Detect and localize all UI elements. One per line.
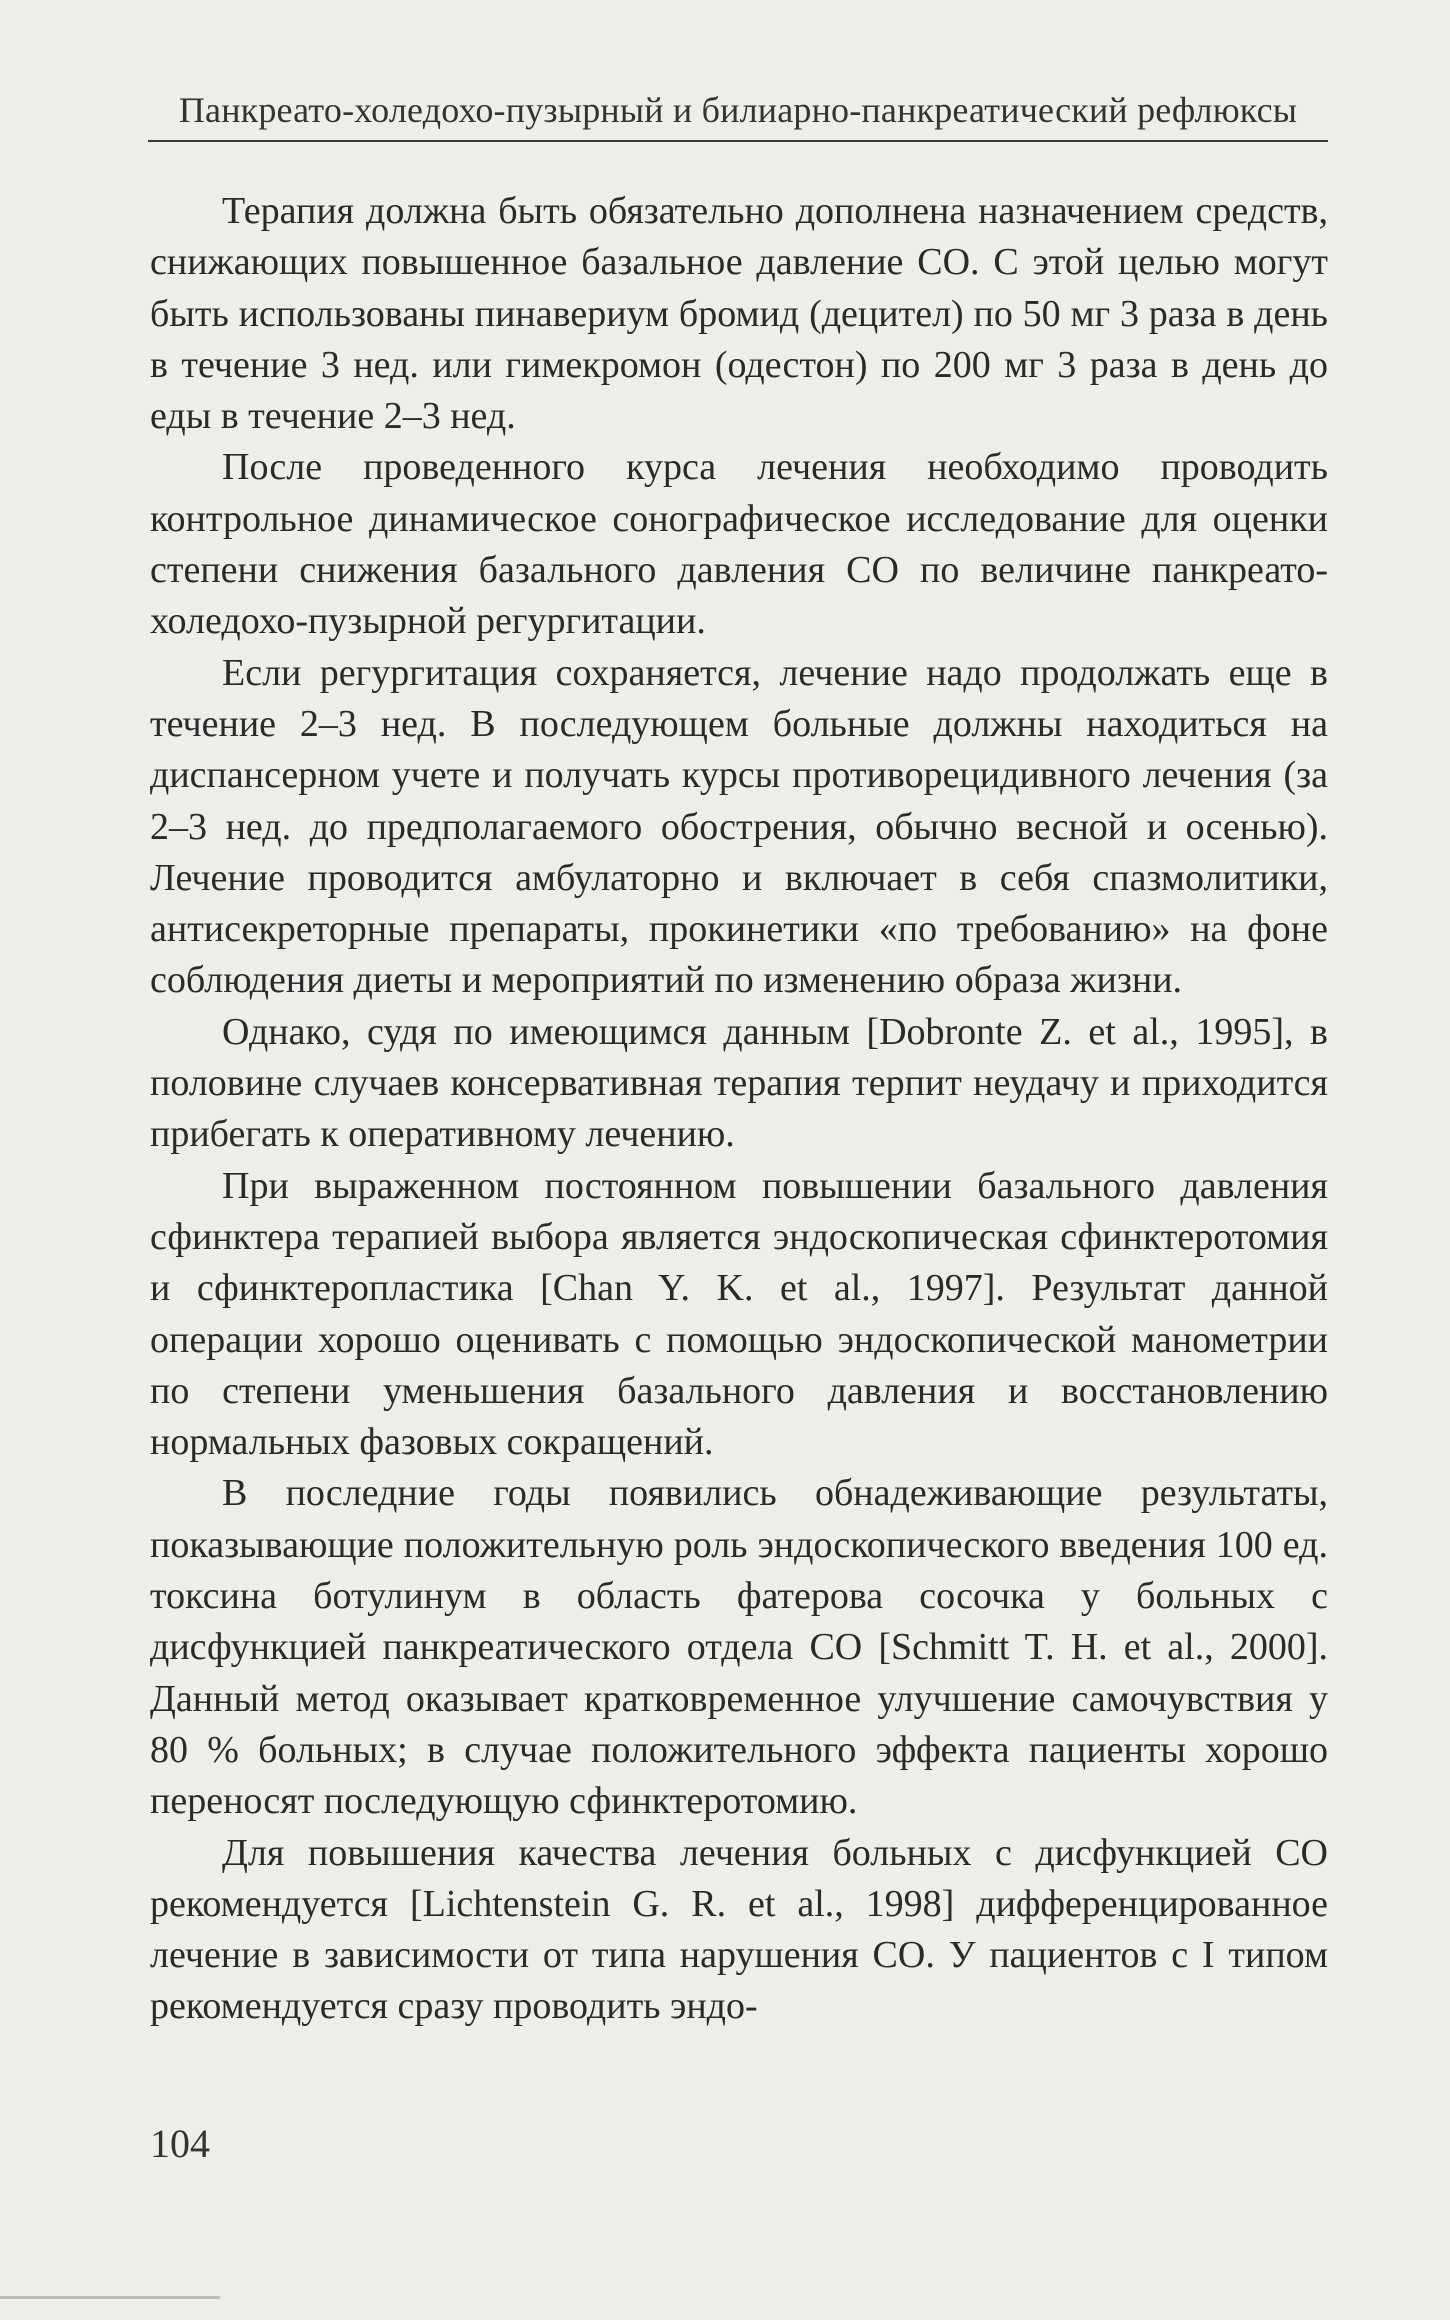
paragraph: Терапия должна быть обязательно дополнена назначением средств, снижающих повышенное базальное давление СО. С этой целью могут быть использованы пинавериум бромид (децител) по 50 мг 3 раза в день в течение 3 нед. или гимекромон (одестон) по 200 мг 3 раза в день до еды в течение 2–3 нед. (150, 190, 1328, 438)
page-number: 104 (150, 2121, 210, 2166)
paragraph: Для повышения качества лечения больных с дисфункцией СО рекомендуется [Lichtenstein G. R. et al., 1998] дифференцированное лечение в зависимости от типа нарушения СО. У пациентов с I типом рекомендуется сразу проводить эндо- (150, 1831, 1328, 2028)
header-rule (148, 140, 1328, 142)
paragraph: При выраженном постоянном повышении базального давления сфинктера терапией выбора является эндоскопическая сфинктеротомия и сфинктеропластика [Chan Y. K. et al., 1997]. Результат данной операции хорошо оценивать с помощью эндоскопической манометрии по степени уменьшения базального давления и восстановлению нормальных фазовых сокращений. (150, 1164, 1328, 1464)
paragraph: Однако, судя по имеющимся данным [Dobronte Z. et al., 1995], в половине случаев консервативная терапия терпит неудачу и приходится прибегать к оперативному лечению. (150, 1010, 1328, 1156)
body-text (150, 186, 1328, 2033)
scan-edge-line (0, 2296, 220, 2299)
paragraph: После проведенного курса лечения необходимо проводить контрольное динамическое сонографическое исследование для оценки степени снижения базального давления СО по величине панкреато-холедохо-пузырной регургитации. (150, 446, 1328, 643)
running-head: Панкреато-холедохо-пузырный и билиарно-панкреатический рефлюксы (178, 90, 1298, 130)
paragraph: Если регургитация сохраняется, лечение надо продолжать еще в течение 2–3 нед. В последующем больные должны находиться на диспансерном учете и получать курсы противорецидивного лечения (за 2–3 нед. до предполагаемого обострения, обычно весной и осенью). Лечение проводится амбулаторно и включает в себя спазмолитики, антисекреторные препараты, прокинетики «по требованию» на фоне соблюдения диеты и мероприятий по изменению образа жизни. (150, 651, 1328, 1002)
paragraph: В последние годы появились обнадеживающие результаты, показывающие положительную роль эндоскопического введения 100 ед. токсина ботулинум в область фатерова сосочка у больных с дисфункцией панкреатического отдела СО [Schmitt T. H. et al., 2000]. Данный метод оказывает кратковременное улучшение самочувствия у 80 % больных; в случае положительного эффекта пациенты хорошо переносят последующую сфинктеротомию. (150, 1472, 1328, 1823)
